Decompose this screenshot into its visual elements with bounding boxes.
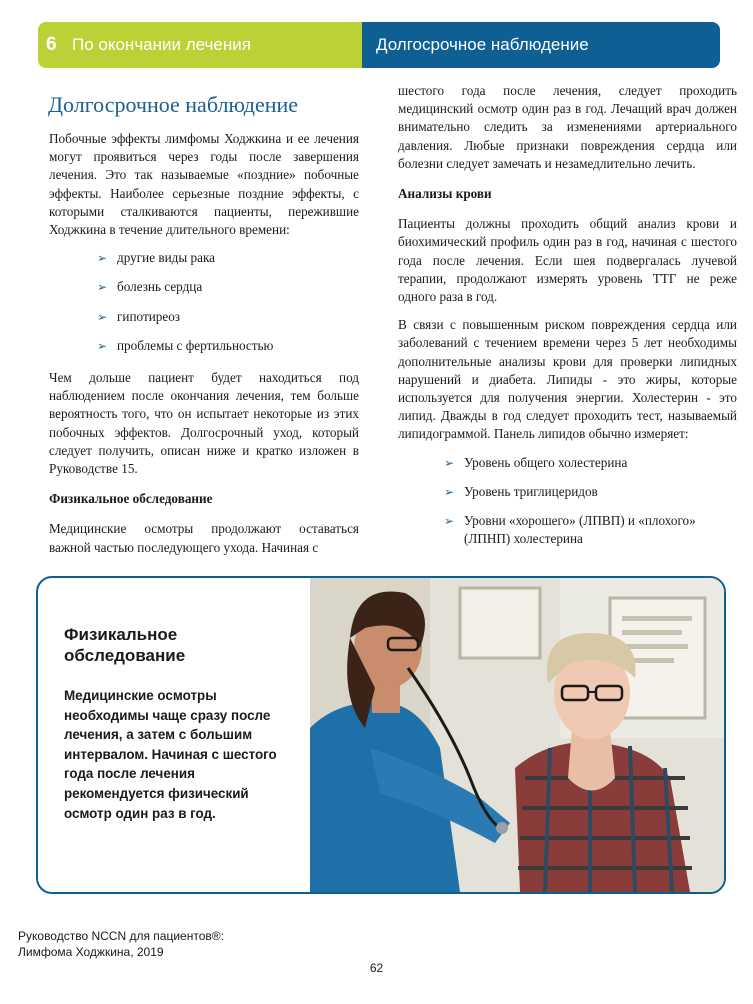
chapter-header [38,22,720,68]
arrow-bullet-icon: ➢ [97,309,108,324]
arrow-bullet-icon: ➢ [97,338,108,353]
late-effects-list [49,249,359,355]
page-title: Долгосрочное наблюдение [48,92,299,117]
section-title: Долгосрочное наблюдение [376,35,589,54]
left-column [49,130,359,567]
list-item: ➢ Уровень общего холестерина [444,454,737,472]
arrow-bullet-icon: ➢ [444,484,455,499]
chapter-title: По окончании лечения [72,35,251,54]
list-item: ➢ Уровень триглицеридов [444,483,737,501]
list-item: ➢ проблемы с фертильностью [97,337,359,355]
paragraph: Пациенты должны проходить общий анализ крови и биохимический профиль один раз в год, начиная с шестого года после лечения. Если шея подвергалась лучевой терапии, продолжают измерять уровень ТТГ не реже одного раза в год. [398,216,737,305]
chapter-tab[interactable] [38,22,362,68]
paragraph: шестого года после лечения, следует проходить медицинский осмотр один раз в год. Лечащий врач должен внимательно следить за изменениями артериального давления. Любые признаки повреждения сердца или болезни следует замечать и незамедлительно лечить. [398,83,737,171]
arrow-bullet-icon: ➢ [97,251,108,266]
paragraph: Чем дольше пациент будет находиться под наблюдением после окончания лечения, тем больше вероятность того, что он испытает некоторые из этих побочных эффектов. Долгосрочный уход, который следует получить, описан ниже и кратко изложен в Руководстве 15. [49,370,359,477]
subheading-blood-tests: Анализы крови [398,186,492,202]
arrow-bullet-icon: ➢ [97,280,108,295]
section-tab[interactable] [362,22,720,68]
list-item: ➢ гипотиреоз [97,308,359,326]
list-item: ➢ другие виды рака [97,249,359,267]
footer-line-2: Лимфома Ходжкина, 2019 [18,945,164,959]
callout-box [36,576,726,894]
intro-paragraph: Побочные эффекты лимфомы Ходжкина и ее лечения могут проявиться через годы после завершения лечения. Это так называемые «поздние» побочные эффекты. Наиболее серьезные поздние эффекты, с которыми сталкиваются пациенты, пережившие Ходжкина в течение длительного времени: [49,131,359,238]
paragraph: В связи с повышенным риском повреждения сердца или заболеваний с течением времени через 5 лет необходимы дополнительные анализы крови для проверки липидных нарушений и диабета. Липиды - это жиры, которые используется для получения энергии. Холестерин - это липид. Дважды в год следует проходить тест, называемый липидограммой. Панель липидов обычно измеряет: [398,317,737,442]
doctor-exam-photo [310,578,724,892]
right-column [398,82,737,562]
callout-text: Медицинские осмотры необходимы чаще сразу после лечения, а затем с большим интервалом. Начиная с шестого года после лечения рекомендуется физический осмотр один раз в год. [64,688,277,821]
arrow-bullet-icon: ➢ [444,514,455,529]
lipid-panel-list [398,454,737,549]
paragraph: Медицинские осмотры продолжают оставаться важной частью последующего ухода. Начиная с [49,521,359,555]
arrow-bullet-icon: ➢ [444,455,455,470]
footer-line-1: Руководство NCCN для пациентов®: [18,929,224,943]
callout-title: Физикальное обследование [64,625,186,665]
list-item: ➢ болезнь сердца [97,278,359,296]
list-item: ➢ Уровни «хорошего» (ЛПВП) и «плохого» (ЛПНП) холестерина [444,513,696,547]
page-number: 62 [369,961,384,975]
chapter-number: 6 [46,34,57,55]
footer [18,928,224,960]
subheading-physical-exam: Физикальное обследование [49,491,213,507]
